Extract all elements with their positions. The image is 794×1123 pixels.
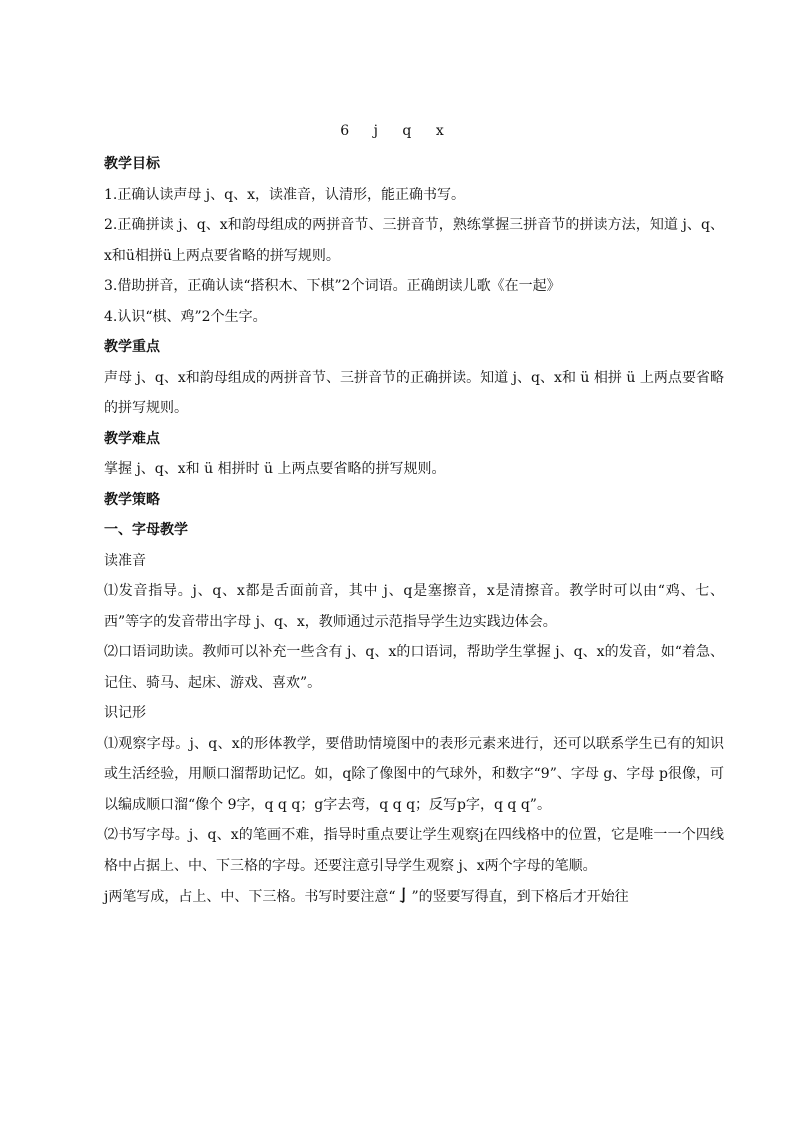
goals-heading: 教学目标	[104, 156, 160, 172]
goal-4: 4.认识“棋、鸡”2个生字。	[104, 308, 267, 325]
pronounce-paragraph-2: ⑵口语词助读。教师可以补充一些含有 j、q、x的口语词，帮助学生掌握 j、q、x的发音，如“着急、记住、骑马、起床、游戏、喜欢”。	[104, 644, 724, 691]
difficulty-text: 掌握 j、q、x和 ü 相拼时 ü 上两点要省略的拼写规则。	[104, 461, 446, 477]
hook-stroke-glyph: 亅	[395, 886, 412, 905]
pronounce-heading: 读准音	[104, 552, 146, 569]
lesson-title: 6 j q x	[340, 123, 454, 139]
goal-1: 1.正确认读声母 j、q、x，读准音，认清形，能正确书写。	[104, 186, 466, 203]
focus-heading: 教学重点	[104, 339, 160, 355]
goal-2: 2.正确拼读 j、q、x和韵母组成的两拼音节、三拼音节，熟练掌握三拼音节的拼读方法，知道 j、q、x和ü相拼ü上两点要省略的拼写规则。	[104, 217, 724, 264]
shape-paragraph-1: ⑴观察字母。j、q、x的形体教学，要借助情境图中的表形元素来进行，还可以联系学生已有的知识或生活经验，用顺口溜帮助记忆。如，q除了像图中的气球外，和数字“9”、字母 g、字母 p很像，可以编成顺口溜“像个 9字，q q q；g字去弯，q q q；反写p字，q q q”。	[104, 735, 724, 813]
shape-paragraph-2: ⑵书写字母。j、q、x的笔画不难，指导时重点要让学生观察j在四线格中的位置，它是唯一一个四线格中占据上、中、下三格的字母。还要注意引导学生观察 j、x两个字母的笔顺。	[104, 827, 724, 874]
shape-heading: 识记形	[104, 705, 146, 721]
strategy-subheading-letters: 一、字母教学	[104, 522, 188, 538]
difficulty-heading: 教学难点	[104, 430, 160, 447]
goal-3: 3.借助拼音，正确认读“搭积木、下棋”2个词语。正确朗读儿歌《在一起》	[104, 278, 561, 294]
focus-text: 声母 j、q、x和韵母组成的两拼音节、三拼音节的正确拼读。知道 j、q、x和 ü 相拼 ü 上两点要省略的拼写规则。	[104, 369, 724, 416]
writing-text-start: j两笔写成，占上、中、下三格。书写时要注意“	[104, 889, 396, 905]
writing-text-end: ”的竖要写得直，到下格后才开始往	[411, 889, 629, 905]
strategy-heading: 教学策略	[104, 491, 160, 508]
writing-paragraph	[104, 881, 724, 913]
pronounce-paragraph-1: ⑴发音指导。j、q、x都是舌面前音，其中 j、q是塞擦音，x是清擦音。教学时可以由“鸡、七、西”等字的发音带出字母 j、q、x，教师通过示范指导学生边实践边体会。	[104, 583, 724, 630]
lesson-content	[104, 149, 724, 913]
